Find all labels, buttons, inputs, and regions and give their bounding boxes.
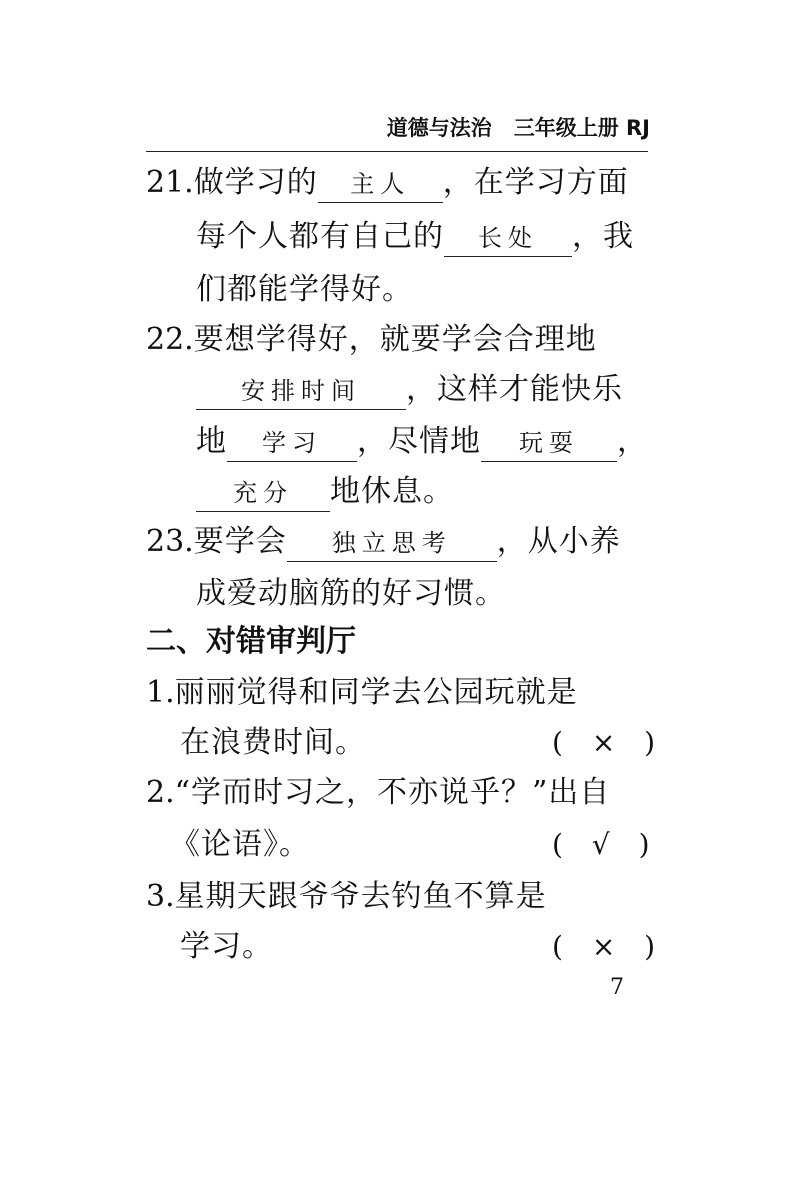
q21-blank2[interactable] [444, 220, 572, 257]
j3-number: 3. [146, 879, 175, 914]
q22-blank1[interactable] [196, 373, 406, 410]
page-number: 7 [610, 975, 624, 1000]
page-header [330, 112, 650, 144]
j1-text1: 丽丽觉得和同学去公园玩就是 [174, 675, 578, 710]
q22-number: 22. [146, 322, 194, 357]
q22-text2: ，这样才能快乐 [406, 372, 623, 407]
q21-answer1: 主人 [350, 170, 411, 198]
q22-line4 [196, 472, 454, 512]
j1-line1 [146, 673, 578, 713]
q22-text5: ， [617, 424, 648, 459]
q22-text3: 地 [196, 424, 227, 459]
q22-blank2[interactable] [227, 425, 357, 462]
q21-line2 [196, 217, 634, 257]
q22-answer1: 安排时间 [241, 377, 361, 405]
q23-line2 [196, 574, 506, 614]
q22-text6: 地休息。 [330, 474, 454, 509]
q23-answer1: 独立思考 [331, 529, 452, 557]
j2-text1: “学而时习之，不亦说乎？”出自 [174, 775, 611, 810]
q21-answer2: 长处 [478, 224, 538, 252]
q23-text1: 要学会 [193, 524, 287, 559]
q23-text3: 成爱动脑筋的好习惯。 [196, 576, 506, 611]
header-subject: 道德与法治 [386, 116, 492, 140]
j1-line2 [180, 723, 366, 763]
q21-blank1[interactable] [318, 166, 443, 203]
q21-text4: ，我 [572, 219, 634, 254]
q22-line2 [196, 370, 623, 410]
j2-text2: 《论语》。 [170, 827, 310, 862]
q23-blank1[interactable] [287, 525, 497, 562]
q21-text5: 们都能学得好。 [196, 272, 413, 307]
q22-answer2: 学习 [262, 429, 322, 457]
q21-text3: 每个人都有自己的 [196, 219, 444, 254]
j3-answer-mark[interactable]: ( × ) [552, 930, 666, 963]
q22-text4: ，尽情地 [357, 424, 481, 459]
q23-number: 23. [146, 524, 194, 559]
j1-answer-mark[interactable]: ( × ) [552, 726, 666, 759]
q21-line1 [146, 163, 629, 203]
j3-line1 [146, 877, 547, 917]
j2-line1 [146, 773, 610, 813]
q23-line1 [146, 522, 621, 562]
section-title: 二、对错审判厅 [146, 624, 356, 659]
q21-line3 [196, 270, 413, 310]
q22-line3 [196, 422, 648, 462]
q21-text2: ，在学习方面 [442, 165, 629, 200]
j2-answer-mark[interactable]: ( √ ) [552, 828, 660, 861]
j1-text2: 在浪费时间。 [180, 725, 366, 760]
q22-text1: 要想学得好，就要学会合理地 [193, 322, 597, 357]
q22-line1 [146, 320, 597, 360]
j1-number: 1. [146, 675, 175, 710]
j3-line2 [180, 927, 273, 967]
j3-text1: 星期天跟爷爷去钓鱼不算是 [174, 879, 547, 914]
q22-answer3: 玩耍 [519, 429, 579, 457]
j2-number: 2. [146, 775, 175, 810]
q22-answer4: 充分 [233, 479, 293, 507]
header-rule [146, 151, 648, 152]
q21-text1: 做学习的 [193, 165, 318, 200]
q23-text2: ，从小养 [496, 524, 621, 559]
q22-blank4[interactable] [196, 475, 330, 512]
header-book: 三年级上册 RJ [513, 116, 650, 140]
j2-line2 [170, 825, 310, 865]
j3-text2: 学习。 [180, 929, 273, 964]
q21-number: 21. [146, 165, 194, 200]
q22-blank3[interactable] [481, 425, 617, 462]
